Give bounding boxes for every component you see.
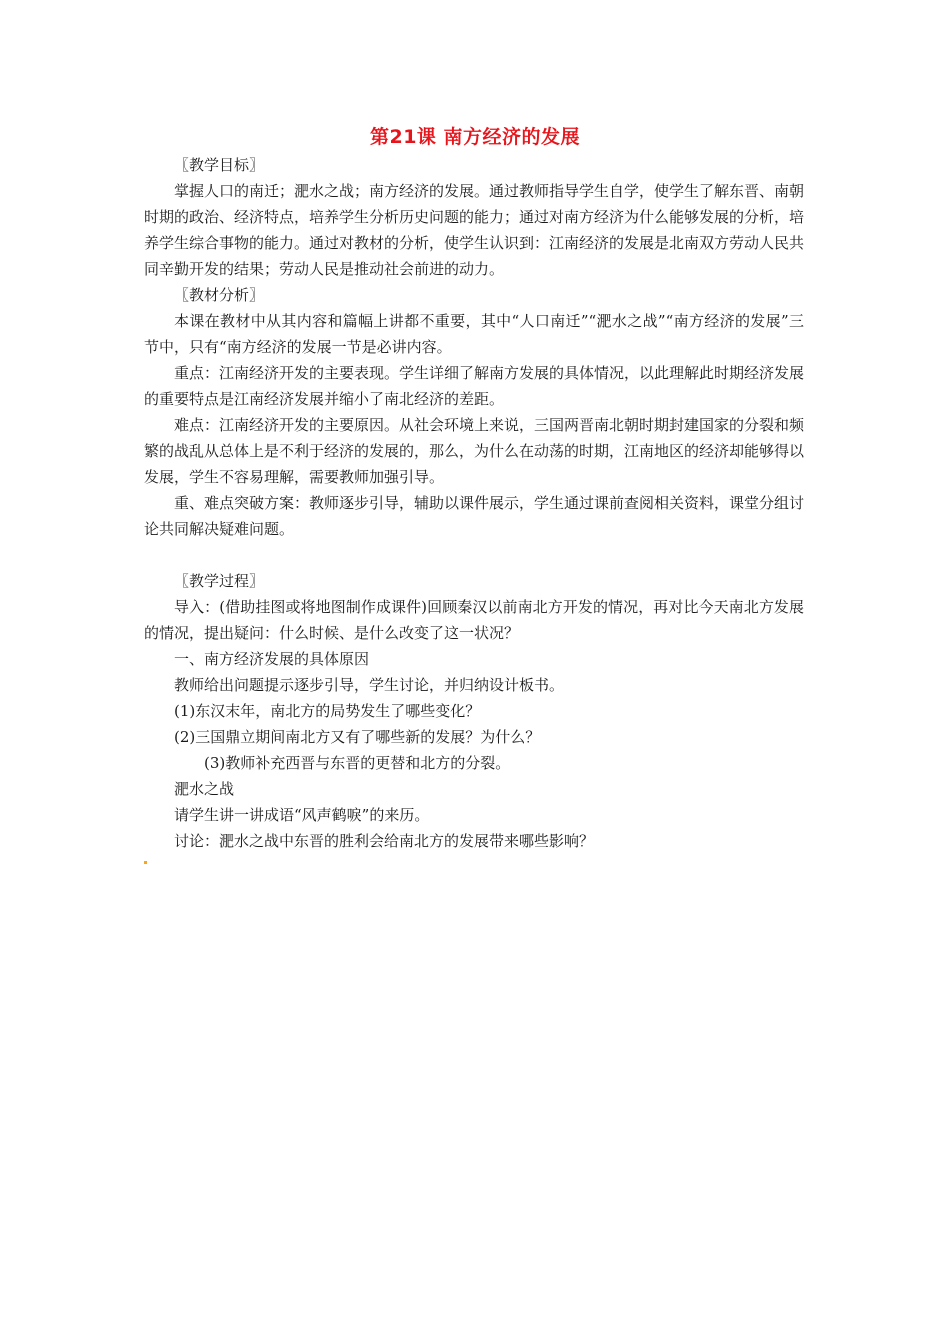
analysis-paragraph: 本课在教材中从其内容和篇幅上讲都不重要，其中“人口南迁”“淝水之战”“南方经济的发展”三节中，只有“南方经济的发展一节是必讲内容。 xyxy=(144,312,804,356)
difficulty-paragraph: 难点：江南经济开发的主要原因。从社会环境上来说，三国两晋南北朝时期封建国家的分裂和频繁的战乱从总体上是不利于经济的发展的，那么，为什么在动荡的时期，江南地区的经济却能够得以发展，学生不容易理解，需要教师加强引导。 xyxy=(144,416,805,486)
section-heading-analysis: 〖教材分析〗 xyxy=(174,286,265,304)
idiom-paragraph: 请学生讲一讲成语“风声鹤唳”的来历。 xyxy=(174,806,430,824)
objectives-paragraph: 掌握人口的南迁；淝水之战；南方经济的发展。通过教师指导学生自学，使学生了解东晋、南朝时期的政治、经济特点，培养学生分析历史问题的能力；通过对南方经济为什么能够发展的分析，培养学生综合事物的能力。通过对教材的分析，使学生认识到：江南经济的发展是北南双方劳动人民共同辛勤开发的结果；劳动人民是推动社会前进的动力。 xyxy=(144,182,805,278)
page-title: 第21课 南方经济的发展 xyxy=(369,126,581,148)
margin-mark xyxy=(144,861,147,864)
key-points-paragraph: 重点：江南经济开发的主要表现。学生详细了解南方发展的具体情况，以此理解此时期经济发展的重要特点是江南经济发展并缩小了南北经济的差距。 xyxy=(144,364,805,408)
guide-paragraph: 教师给出问题提示逐步引导，学生讨论，并归纳设计板书。 xyxy=(174,676,565,694)
question-1: (1)东汉末年，南北方的局势发生了哪些变化？ xyxy=(174,702,481,720)
intro-paragraph: 导入：(借助挂图或将地图制作成课件)回顾秦汉以前南北方开发的情况，再对比今天南北方发展的情况，提出疑问：什么时候、是什么改变了这一状况？ xyxy=(144,598,804,642)
question-2: (2)三国鼎立期间南北方又有了哪些新的发展？为什么？ xyxy=(174,728,541,746)
section-heading-objectives: 〖教学目标〗 xyxy=(174,156,265,174)
section-heading-process: 〖教学过程〗 xyxy=(174,572,265,590)
discussion-paragraph: 讨论：淝水之战中东晋的胜利会给南北方的发展带来哪些影响？ xyxy=(174,832,595,850)
part-one-heading: 一、南方经济发展的具体原因 xyxy=(174,650,370,668)
spacer xyxy=(144,542,804,568)
document-body xyxy=(144,152,804,854)
battle-heading: 淝水之战 xyxy=(174,780,235,798)
question-3: (3)教师补充西晋与东晋的更替和北方的分裂。 xyxy=(204,754,511,772)
solution-paragraph: 重、难点突破方案：教师逐步引导，辅助以课件展示，学生通过课前查阅相关资料，课堂分组讨论共同解决疑难问题。 xyxy=(144,494,805,538)
